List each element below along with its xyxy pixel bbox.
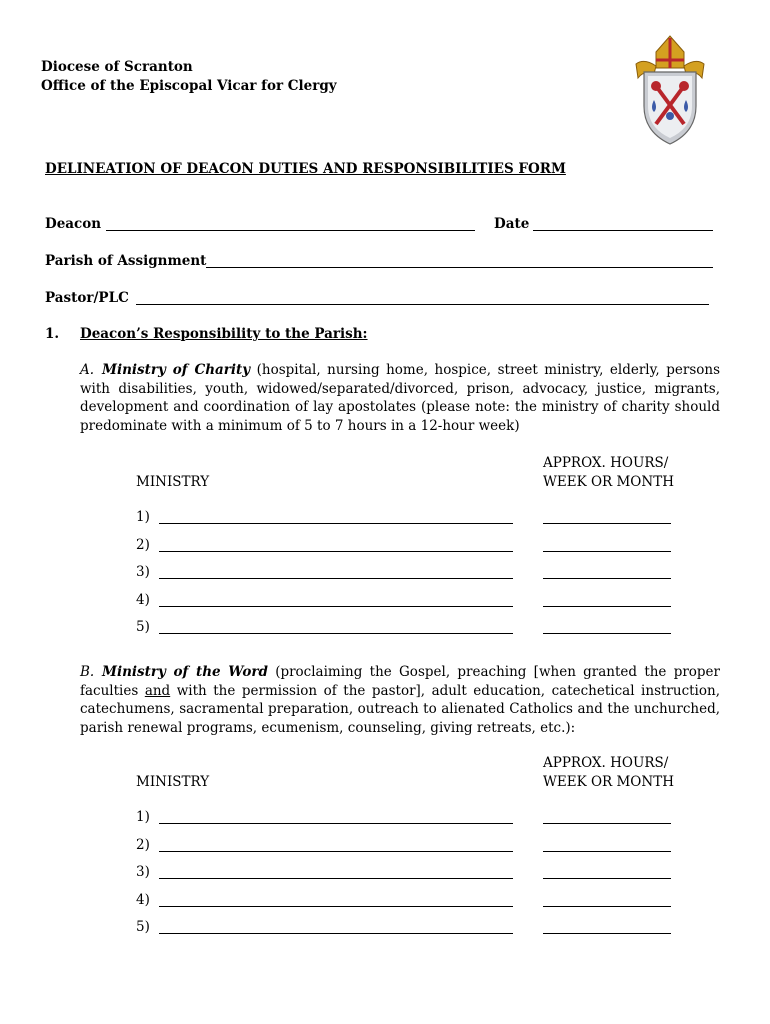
hours-input-line[interactable] <box>543 851 671 852</box>
row-number: 2) <box>136 536 150 553</box>
ministry-column-header: MINISTRY <box>136 774 210 790</box>
parish-label: Parish of Assignment <box>45 253 207 269</box>
hours-input-line[interactable] <box>543 906 671 907</box>
ministry-charity-title: Ministry of Charity <box>102 362 251 378</box>
subsection-letter: A. <box>80 362 95 378</box>
row-number: 3) <box>136 864 150 880</box>
ministry-word-title: Ministry of the Word <box>102 664 268 680</box>
ministry-word-text-and: and <box>144 682 171 699</box>
ministry-input-line[interactable] <box>159 523 513 524</box>
hours-header-line2: WEEK OR MONTH <box>543 474 674 490</box>
pastor-input-line[interactable] <box>136 304 709 305</box>
row-number: 1) <box>136 809 150 825</box>
section-number: 1. <box>45 326 60 342</box>
pastor-label: Pastor/PLC <box>45 290 129 306</box>
row-number: 4) <box>136 591 150 608</box>
ministry-charity-text: (hospital, nursing home, hospice, street ministry, elderly, persons with disabilities, youth, widowed/separated/divorced, prison, advocacy, justice, migrants, development and coordination of lay apostolates (please note: the ministry of charity should predominate with a minimum of 5 to 7 hours in a 12-hour week) <box>80 362 720 434</box>
row-number: 1) <box>136 509 150 525</box>
ministry-input-line[interactable] <box>159 606 513 607</box>
hours-input-line[interactable] <box>543 823 671 824</box>
ministry-input-line[interactable] <box>159 551 513 552</box>
ministry-word-text-1: (proclaiming the Gospel, preaching [when granted the proper faculties <box>80 664 721 699</box>
ministry-word-description <box>80 663 720 737</box>
deacon-label: Deacon <box>45 216 102 232</box>
deacon-input-line[interactable] <box>106 230 475 231</box>
ministry-input-line[interactable] <box>159 933 513 934</box>
hours-input-line[interactable] <box>543 551 671 552</box>
hours-header-line1: APPROX. HOURS/ <box>543 455 669 471</box>
ministry-word-text-2: with the permission of the pastor], adult education, catechetical instruction, catechumens, sacramental preparation, outreach to alienated Catholics and the unchurched, parish renewal programs, ecumenism, counseling, giving retreats, etc.): <box>80 682 720 736</box>
ministry-input-line[interactable] <box>159 851 513 852</box>
ministry-input-line[interactable] <box>159 878 513 879</box>
parish-input-line[interactable] <box>206 267 713 268</box>
date-label: Date <box>494 216 530 232</box>
diocese-name: Diocese of Scranton <box>41 59 193 75</box>
office-name: Office of the Episcopal Vicar for Clergy <box>41 78 337 94</box>
hours-input-line[interactable] <box>543 578 671 579</box>
section-title: Deacon’s Responsibility to the Parish: <box>80 326 368 342</box>
ministry-input-line[interactable] <box>159 906 513 907</box>
form-title: DELINEATION OF DEACON DUTIES AND RESPONSIBILITIES FORM <box>45 161 566 177</box>
hours-input-line[interactable] <box>543 878 671 879</box>
ministry-input-line[interactable] <box>159 578 513 579</box>
ministry-input-line[interactable] <box>159 633 513 634</box>
ministry-charity-description <box>80 361 720 435</box>
hours-input-line[interactable] <box>543 606 671 607</box>
row-number: 3) <box>136 564 150 580</box>
ministry-input-line[interactable] <box>159 823 513 824</box>
row-number: 2) <box>136 836 150 853</box>
hours-input-line[interactable] <box>543 523 671 524</box>
subsection-letter: B. <box>80 664 95 680</box>
date-input-line[interactable] <box>533 230 713 231</box>
hours-input-line[interactable] <box>543 933 671 934</box>
hours-header-line2: WEEK OR MONTH <box>543 774 674 790</box>
row-number: 5) <box>136 619 150 635</box>
ministry-column-header: MINISTRY <box>136 474 210 490</box>
diocese-crest-logo <box>630 34 710 146</box>
row-number: 5) <box>136 919 150 935</box>
row-number: 4) <box>136 891 150 908</box>
hours-input-line[interactable] <box>543 633 671 634</box>
hours-header-line1: APPROX. HOURS/ <box>543 755 669 771</box>
